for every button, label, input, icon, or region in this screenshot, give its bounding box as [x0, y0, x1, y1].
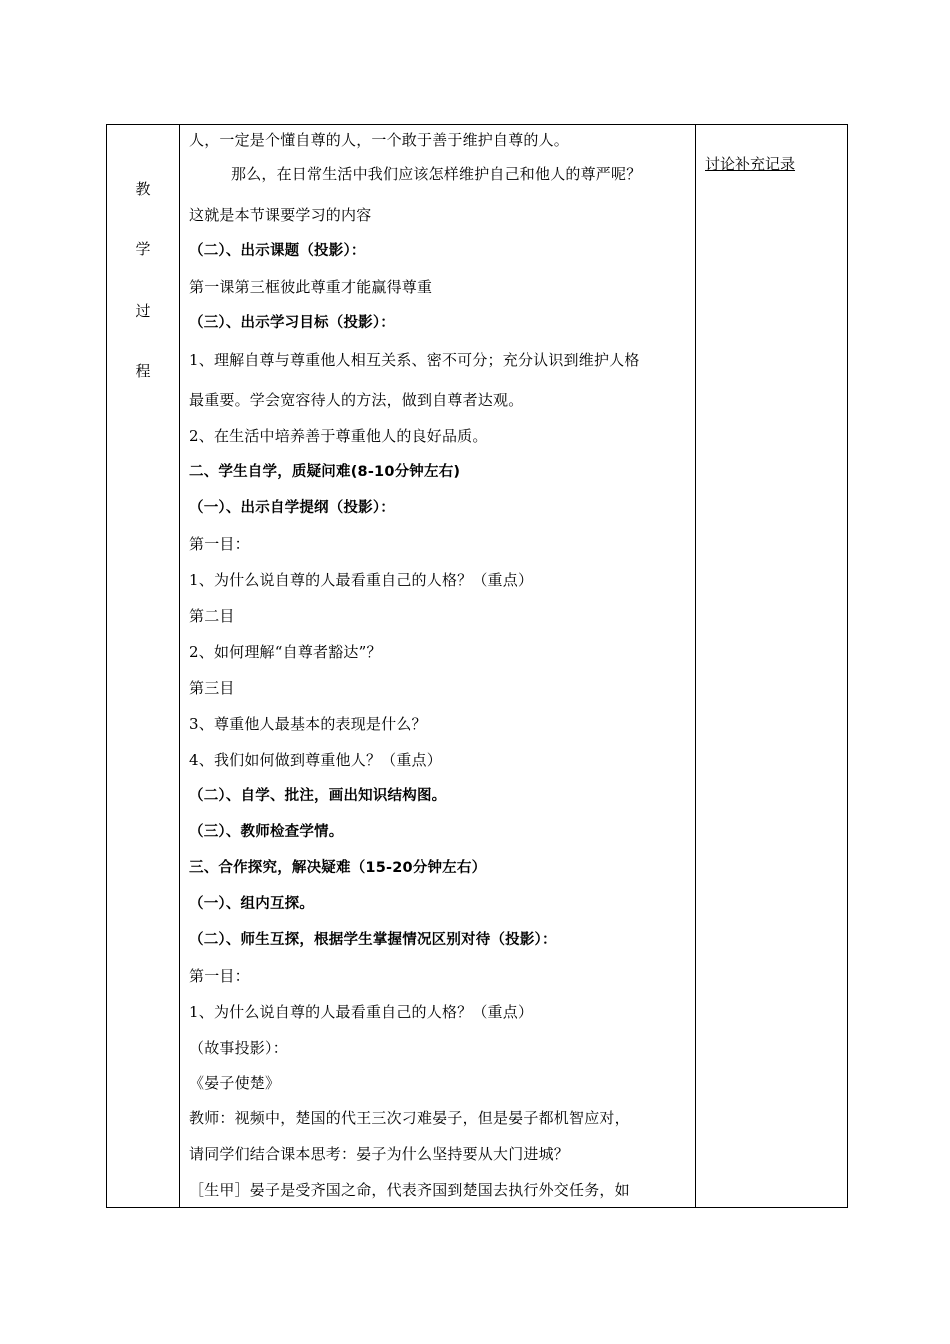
- content-line: 第一目：: [189, 967, 250, 985]
- content-line: 这就是本节课要学习的内容: [189, 206, 372, 224]
- discussion-notes-label: 讨论补充记录: [705, 155, 796, 173]
- lesson-content: [180, 125, 696, 1207]
- content-line: 教师：视频中，楚国的代王三次刁难晏子，但是晏子都机智应对，: [189, 1109, 630, 1127]
- stage-column: [107, 125, 180, 1207]
- content-line: 1、为什么说自尊的人最看重自己的人格？（重点）: [189, 1003, 534, 1021]
- section-heading: （二）、自学、批注，画出知识结构图。: [189, 788, 447, 804]
- section-heading: （一）、出示自学提纲（投影）：: [189, 500, 395, 516]
- content-line: 2、在生活中培养善于尊重他人的良好品质。: [189, 427, 488, 445]
- content-line: 第一目：: [189, 535, 250, 553]
- stage-char-1: 教: [135, 180, 151, 198]
- stage-char-3: 过: [135, 302, 151, 320]
- content-line: 1、理解自尊与尊重他人相互关系、密不可分；充分认识到维护人格: [189, 351, 640, 369]
- section-heading: （二）、师生互探，根据学生掌握情况区别对待（投影）：: [189, 932, 557, 948]
- content-line: 人，一定是个懂自尊的人，一个敢于善于维护自尊的人。: [189, 131, 570, 149]
- section-heading: （一）、组内互探。: [189, 896, 315, 912]
- content-line: 1、为什么说自尊的人最看重自己的人格？（重点）: [189, 571, 534, 589]
- content-line: （故事投影）：: [189, 1039, 288, 1057]
- stage-char-4: 程: [135, 362, 151, 380]
- stage-char-2: 学: [135, 240, 151, 258]
- section-heading: （三）、出示学习目标（投影）：: [189, 315, 395, 331]
- content-line: 2、如何理解“自尊者豁达”？: [189, 643, 382, 661]
- content-line: 最重要。学会宽容待人的方法，做到自尊者达观。: [189, 391, 524, 409]
- content-line: 《晏子使楚》: [189, 1074, 281, 1092]
- content-line: 请同学们结合课本思考：晏子为什么坚持要从大门进城？: [189, 1145, 570, 1163]
- content-line: 第二目: [189, 607, 235, 625]
- content-line: ［生甲］晏子是受齐国之命，代表齐国到楚国去执行外交任务，如: [189, 1181, 630, 1199]
- section-heading: （三）、教师检查学情。: [189, 824, 344, 840]
- content-line: 第一课第三框彼此尊重才能赢得尊重: [189, 278, 433, 296]
- content-line: 那么，在日常生活中我们应该怎样维护自己和他人的尊严呢？: [231, 165, 642, 183]
- section-heading: 三、合作探究，解决疑难（15-20分钟左右）: [189, 860, 487, 876]
- notes-column: [696, 125, 847, 1207]
- content-line: 第三目: [189, 679, 235, 697]
- section-heading: （二）、出示课题（投影）：: [189, 243, 366, 259]
- lesson-table: [106, 124, 848, 1208]
- content-line: 4、我们如何做到尊重他人？（重点）: [189, 751, 442, 769]
- content-line: 3、尊重他人最基本的表现是什么？: [189, 715, 427, 733]
- section-heading: 二、学生自学，质疑问难(8-10分钟左右): [189, 464, 461, 480]
